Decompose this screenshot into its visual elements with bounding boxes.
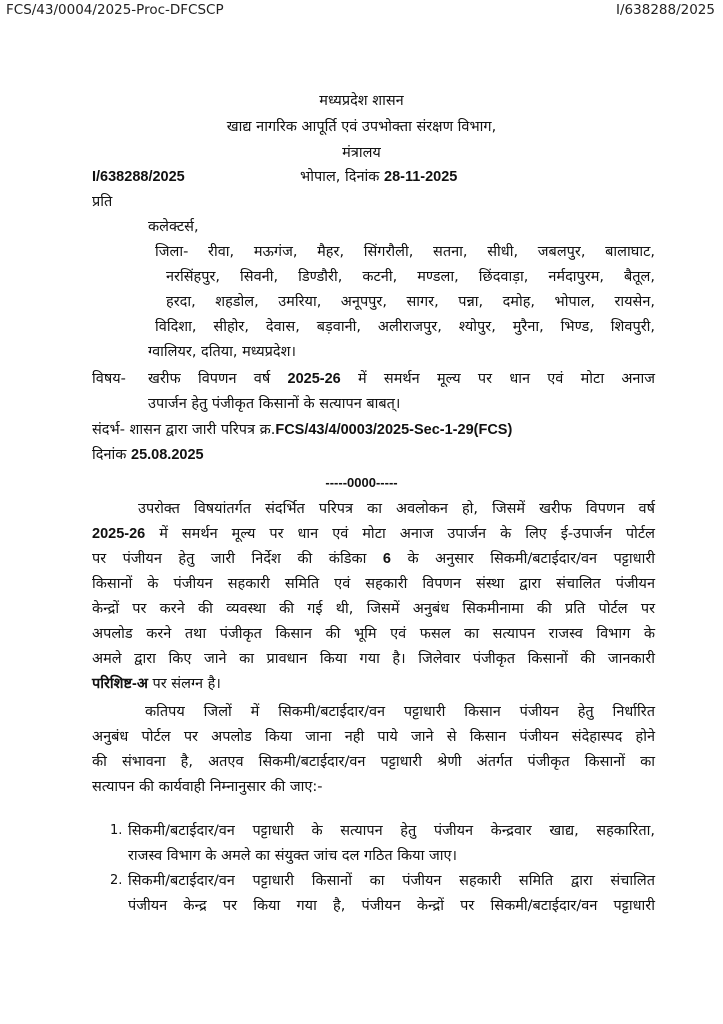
subject-text: में समर्थन मूल्य पर धान एवं मोटा अनाज bbox=[357, 371, 655, 387]
reference-date-label: दिनांक bbox=[92, 447, 127, 463]
reference-line bbox=[92, 421, 512, 439]
para1-line bbox=[92, 550, 655, 568]
para1-text: के अनुसार सिकमी/बटाईदार/वन पट्टाधारी bbox=[407, 551, 656, 567]
place-label: भोपाल, दिनांक bbox=[300, 169, 380, 185]
reference-label: संदर्भ- bbox=[92, 422, 125, 438]
districts-line: हरदा, शहडोल, उमरिया, अनूपपुर, सागर, पन्ना, दमोह, भोपाल, रायसेन, bbox=[166, 294, 655, 310]
para2-line: सत्यापन की कार्यवाही निम्नानुसार की जाए:- bbox=[92, 779, 323, 795]
subject-label: विषय- bbox=[92, 371, 126, 387]
para1-line: केन्द्रों पर करने की व्यवस्था की गई थी, जिसमें अनुबंध सिकमीनामा की प्रति पोर्टल पर bbox=[92, 601, 655, 617]
subject-line-2: उपार्जन हेतु पंजीकृत किसानों के सत्यापन बाबत्। bbox=[148, 396, 401, 412]
letter-place-date bbox=[300, 168, 457, 186]
list-number: 2. bbox=[110, 873, 123, 888]
subject-line-1 bbox=[148, 370, 655, 388]
subject-text: खरीफ विपणन वर्ष bbox=[148, 371, 271, 387]
letter-id-header: I/638288/2025 bbox=[616, 2, 715, 18]
addressee: कलेक्टर्स, bbox=[148, 219, 199, 235]
annexure-label: परिशिष्ट-अ bbox=[92, 676, 148, 692]
letterhead-department: खाद्य नागरिक आपूर्ति एवं उपभोक्ता संरक्षण विभाग, bbox=[226, 119, 497, 135]
list-item-line: सिकमी/बटाईदार/वन पट्टाधारी किसानों का पंजीयन सहकारी समिति द्वारा संचालित bbox=[128, 873, 655, 889]
list-item-line: सिकमी/बटाईदार/वन पट्टाधारी के सत्यापन हेतु पंजीयन केन्द्रवार खाद्य, सहकारिता, bbox=[128, 823, 655, 839]
para1-text: में समर्थन मूल्य पर धान एवं मोटा अनाज उपार्जन के लिए ई-उपार्जन पोर्टल bbox=[159, 526, 656, 542]
reference-date: 25.08.2025 bbox=[131, 447, 204, 463]
file-number-header: FCS/43/0004/2025-Proc-DFCSCP bbox=[6, 2, 224, 18]
list-item-line: पंजीयन केन्द्र पर किया गया है, पंजीयन केन्द्रों पर सिकमी/बटाईदार/वन पट्टाधारी bbox=[128, 898, 655, 914]
para1-line bbox=[92, 675, 221, 693]
districts-line: ग्वालियर, दतिया, मध्यप्रदेश। bbox=[148, 344, 296, 360]
districts-line: जिला- रीवा, मऊगंज, मैहर, सिंगरौली, सतना, सीधी, जबलपुर, बालाघाट, bbox=[155, 244, 655, 260]
separator: -----0000----- bbox=[325, 475, 398, 490]
prati-label: प्रति bbox=[92, 194, 113, 210]
para1-kandika-number: 6 bbox=[382, 551, 391, 567]
letter-number: I/638288/2025 bbox=[92, 169, 185, 185]
letterhead-ministry: मंत्रालय bbox=[342, 145, 381, 161]
letterhead-govt: मध्यप्रदेश शासन bbox=[319, 93, 404, 109]
para1-text: पर संलग्न है। bbox=[152, 676, 221, 692]
para1-line: उपरोक्त विषयांतर्गत संदर्भित परिपत्र का अवलोकन हो, जिसमें खरीफ विपणन वर्ष bbox=[138, 501, 655, 517]
para1-year: 2025-26 bbox=[92, 526, 146, 542]
para1-line bbox=[92, 525, 655, 543]
para1-text: पर पंजीयन हेतु जारी निर्देश की कंडिका bbox=[92, 551, 367, 567]
letter-date: 28-11-2025 bbox=[384, 169, 458, 185]
list-item-line: राजस्व विभाग के अमले का संयुक्त जांच दल गठित किया जाए। bbox=[128, 848, 457, 864]
para2-line: की संभावना है, अतएव सिकमी/बटाईदार/वन पट्टाधारी श्रेणी अंतर्गत पंजीकृत किसानों का bbox=[92, 754, 655, 770]
para1-line: अपलोड करने तथा पंजीकृत किसान की भूमि एवं फसल का सत्यापन राजस्व विभाग के bbox=[92, 626, 655, 642]
districts-line: नरसिंहपुर, सिवनी, डिण्डौरी, कटनी, मण्डला, छिंदवाड़ा, नर्मदापुरम, बैतूल, bbox=[166, 269, 655, 285]
para2-line: कतिपय जिलों में सिकमी/बटाईदार/वन पट्टाधारी किसान पंजीयन हेतु निर्धारित bbox=[145, 704, 655, 720]
reference-code: FCS/43/4/0003/2025-Sec-1-29(FCS) bbox=[275, 422, 513, 438]
para2-line: अनुबंध पोर्टल पर अपलोड किया जाना नही पाये जाने से किसान पंजीयन संदेहास्पद होने bbox=[92, 729, 655, 745]
districts-line: विदिशा, सीहोर, देवास, बड़वानी, अलीराजपुर, श्योपुर, मुरैना, भिण्ड, शिवपुरी, bbox=[155, 319, 655, 335]
reference-date-line bbox=[92, 446, 204, 464]
para1-line: अमले द्वारा किए जाने का प्रावधान किया गया है। जिलेवार पंजीकृत किसानों की जानकारी bbox=[92, 651, 655, 667]
subject-year: 2025-26 bbox=[287, 371, 341, 387]
para1-line: किसानों के पंजीयन सहकारी समिति एवं सहकारी विपणन संस्था द्वारा संचालित पंजीयन bbox=[92, 576, 655, 592]
reference-text: शासन द्वारा जारी परिपत्र क्र. bbox=[129, 422, 276, 438]
list-number: 1. bbox=[110, 823, 123, 838]
